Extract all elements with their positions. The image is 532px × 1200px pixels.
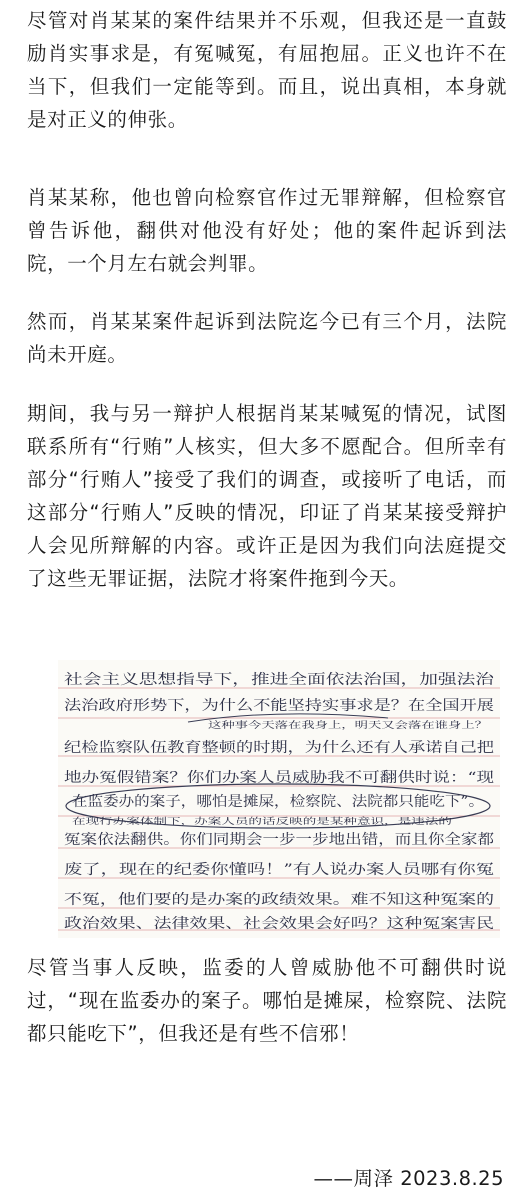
note-line-9: 废了，现在的纪委你懂吗！”有人说办案人员哪有你冤 bbox=[64, 862, 394, 878]
note-line-1: 社会主义思想指导下，推进全面依法治国，加强法治 bbox=[64, 672, 386, 688]
handwritten-letter-svg bbox=[58, 660, 500, 938]
paragraph-3: 然而，肖某某案件起诉到法院迄今已有三个月，法院尚未开庭。 bbox=[27, 310, 507, 366]
note-line-11: 政治效果、法律效果、社会效果会好吗？这种冤案害民 bbox=[64, 916, 400, 932]
paragraph-1: 尽管对肖某某的案件结果并不乐观，但我还是一直鼓励肖实事求是，有冤喊冤，有屈抱屈。正义也许不在当下，但我们一定能等到。而且，说出真相，本身就是对正义的伸张。 bbox=[27, 9, 507, 131]
note-line-7: 在现行办案体制下，办案人员的话反映的是某种意识，是违法的 bbox=[72, 817, 310, 827]
note-line-5: 地办冤假错案？你们办案人员威胁我不可翻供时说：“现 bbox=[64, 770, 408, 786]
note-line-4: 纪检监察队伍教育整顿的时期，为什么还有人承诺自己把 bbox=[64, 740, 414, 756]
paragraph-4: 期间，我与另一辩护人根据肖某某喊冤的情况，试图联系所有“行贿”人核实，但大多不愿配合。但所幸有部分“行贿人”接受了我们的调查，或接听了电话，而这部分“行贿人”反映的情况，印证了肖某某接受辩护人会见所辩解的内容。或许正是因为我们向法庭提交了这些无罪证据，法院才将案件拖到今天。 bbox=[27, 402, 507, 590]
note-line-10: 不冤，他们要的是办案的政绩效果。难不知这种冤案的 bbox=[64, 892, 400, 908]
note-line-8: 冤案依法翻供。你们同期会一步一步地出错，而且你全家都 bbox=[64, 832, 428, 848]
paragraph-2: 肖某某称，他也曾向检察官作过无罪辩解，但检察官曾告诉他，翻供对他没有好处；他的案件起诉到法院，一个月左右就会判罪。 bbox=[27, 186, 507, 275]
handwritten-letter-image bbox=[58, 660, 500, 938]
note-line-6: 在监委办的案子，哪怕是摊屎，检察院、法院都只能吃下”。 bbox=[72, 794, 444, 810]
note-line-2: 法治政府形势下，为什么不能坚持实事求是？在全国开展 bbox=[64, 698, 414, 714]
paragraph-5: 尽管当事人反映，监委的人曾威胁他不可翻供时说过，“现在监委办的案子。哪怕是摊屎，检察院、法院都只能吃下”，但我还是有些不信邪！ bbox=[27, 956, 507, 1045]
author-signature: ——周泽 2023.8.25 bbox=[313, 1167, 504, 1190]
note-line-3: 这种事今天落在我身上，明天又会落在谁身上？ bbox=[208, 721, 398, 731]
